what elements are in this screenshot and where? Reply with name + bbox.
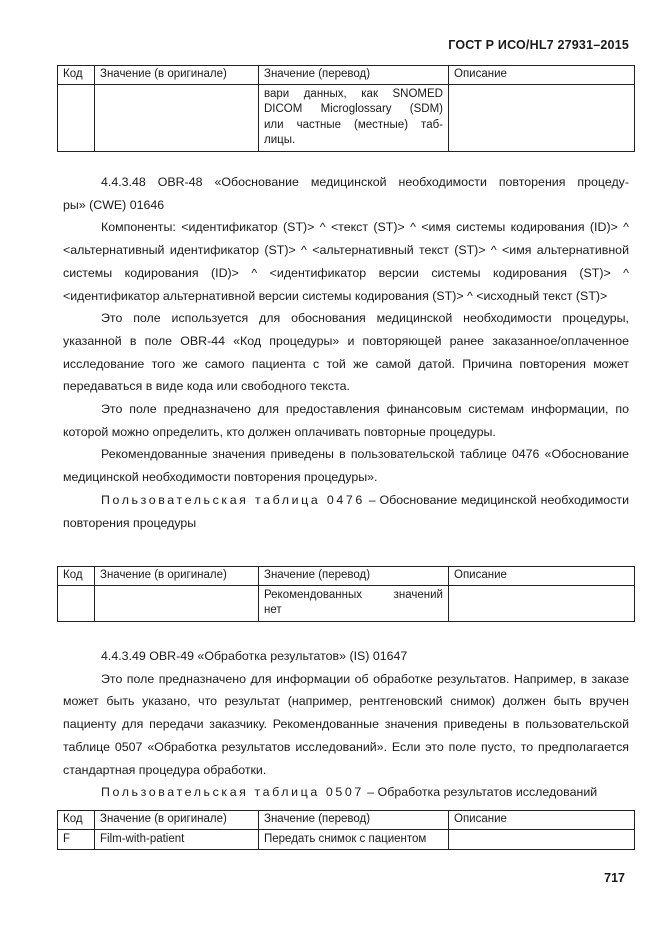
table-0507-caption-title: – Обработка результатов исследований: [363, 785, 598, 800]
table-row: [58, 829, 635, 850]
table-0507-caption: [63, 781, 629, 804]
cell-code: [58, 84, 95, 151]
cell-original: Film-with-patient: [95, 829, 259, 850]
cell-text-line: вари данных, как SNOMED: [264, 87, 443, 100]
column-header-description: Описание: [449, 66, 635, 85]
cell-description: [449, 585, 635, 621]
section-48-text: [63, 171, 629, 534]
table-header-row: [58, 66, 635, 85]
cell-code: [58, 585, 95, 621]
cell-text-line: или частные (местные) таб-: [264, 118, 443, 131]
table-0476: [57, 566, 635, 622]
table-0476-caption-title: – Обоснование медицинской необходимости повторения процедуры: [63, 492, 629, 530]
column-header-original: Значение (в оригинале): [95, 811, 259, 830]
section-48-heading-line1: 4.4.3.48 OBR-48 «Обоснование медицинской необходимости повторения процеду-: [101, 175, 629, 189]
section-49-text: [63, 645, 629, 804]
cell-description: [449, 84, 635, 151]
section-48-paragraph-2: Это поле предназначено для предоставления финансовым системам информации, по которой можно определить, кто должен оплачивать повторные процедуры.: [63, 402, 629, 439]
section-48-components: Компоненты: <идентификатор (ST)> ^ <текст (ST)> ^ <имя системы кодирования (ID)> ^ <альтернативный идентификатор (ST)> ^ <альтернативный текст (ST)> ^ <имя альтернативной системы кодирования (ID)> ^ <идентификатор версии системы кодирования (ST)> ^ <идентификатор альтернативной версии системы кодирования (ST)> ^ <исходный текст (ST)>: [63, 220, 629, 303]
cell-text-line: нет: [264, 604, 282, 616]
table-0507: [57, 810, 635, 850]
section-48-paragraph-3: Рекомендованные значения приведены в пользовательской таблице 0476 «Обоснование медицинской необходимости повторения процедуры».: [63, 447, 629, 485]
column-header-code: Код: [58, 567, 95, 586]
column-header-description: Описание: [449, 567, 635, 586]
column-header-code: Код: [58, 811, 95, 830]
cell-text-line: лицы.: [264, 134, 296, 146]
column-header-original: Значение (в оригинале): [95, 567, 259, 586]
continued-table: [57, 65, 635, 152]
table-0507-caption-label: Пользовательская таблица 0507: [101, 785, 364, 800]
column-header-description: Описание: [449, 811, 635, 830]
section-48-heading-line2: ры» (CWE) 01646: [63, 197, 165, 212]
cell-translation: Передать снимок с пациентом: [259, 829, 449, 850]
column-header-translation: Значение (перевод): [259, 811, 449, 830]
table-header-row: [58, 811, 635, 830]
cell-description: [449, 829, 635, 850]
table-0476-caption: [63, 489, 629, 534]
cell-code: F: [58, 829, 95, 850]
table-row: [58, 84, 635, 151]
section-49-paragraph-1: Это поле предназначено для информации об обработке результатов. Например, в заказе может быть указано, что результат (например, рентгеновский снимок) должен быть вручен пациенту для передачи заказчику. Рекомендованные значения приведены в пользовательской таблице 0507 «Обработка результатов исследований». Если это поле пусто, то предполагается стандартная процедура обработки.: [63, 671, 629, 777]
table-0476-caption-label: Пользовательская таблица 0476: [101, 492, 365, 507]
cell-translation: [259, 84, 449, 151]
column-header-translation: Значение (перевод): [259, 567, 449, 586]
cell-original: [95, 585, 259, 621]
cell-translation: [259, 585, 449, 621]
page-number: 717: [604, 871, 625, 885]
column-header-code: Код: [58, 66, 95, 85]
document-header: ГОСТ Р ИСО/HL7 27931–2015: [448, 38, 629, 52]
section-48-paragraph-1: Это поле используется для обоснования медицинской необходимости процедуры, указанной в поле OBR-44 «Код процедуры» и повторяющей ранее заказанное/оплаченное исследование того же самого пациента с той же самой датой. Причина повторения может передаваться в виде кода или свободного текста.: [63, 311, 629, 394]
table-header-row: [58, 567, 635, 586]
cell-text-line: Рекомендованных значений: [264, 588, 443, 601]
column-header-original: Значение (в оригинале): [95, 66, 259, 85]
column-header-translation: Значение (перевод): [259, 66, 449, 85]
table-row: [58, 585, 635, 621]
cell-original: [95, 84, 259, 151]
section-49-heading: 4.4.3.49 OBR-49 «Обработка результатов» (IS) 01647: [101, 649, 408, 663]
cell-text-line: DICOM Microglossary (SDM): [264, 103, 443, 115]
